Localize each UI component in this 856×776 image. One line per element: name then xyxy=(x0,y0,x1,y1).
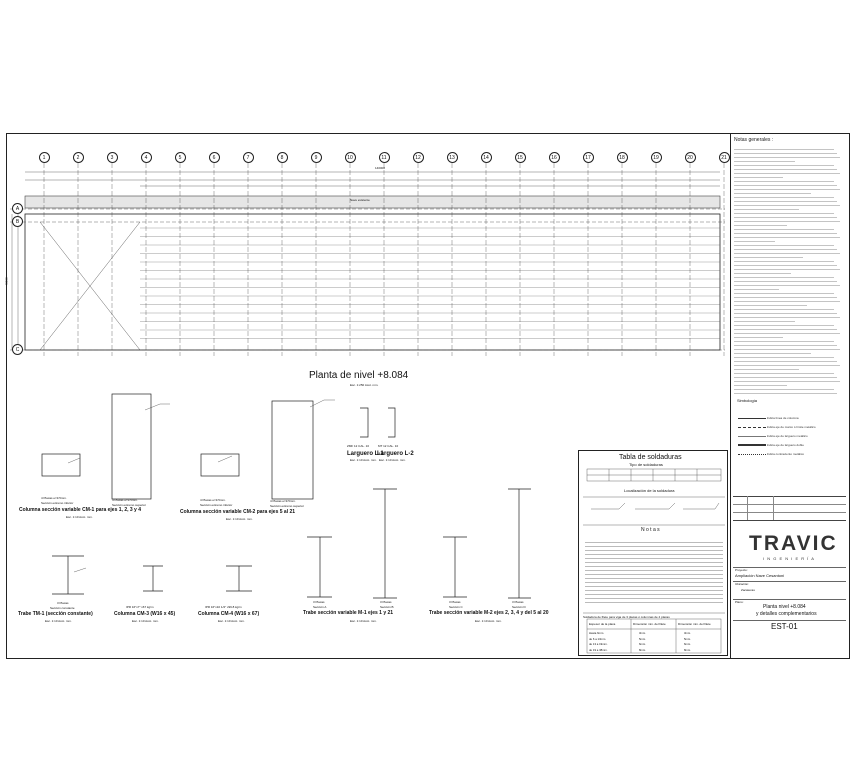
m2-sub-c: Sección C xyxy=(449,605,463,609)
note-line xyxy=(734,365,840,366)
note-line xyxy=(734,381,840,382)
note-line xyxy=(734,353,811,354)
axis-bubble-11: 11 xyxy=(379,152,390,163)
note-line xyxy=(734,189,840,190)
plan-label: Plano: xyxy=(735,600,744,604)
note-line xyxy=(734,337,783,338)
weld-notes-title: N o t a s xyxy=(641,527,660,533)
note-line xyxy=(734,273,791,274)
cm2-title: Columna sección variable CM-2 para ejes 5 al 21 xyxy=(180,509,296,515)
m2-caption-c: 3 Placas xyxy=(449,600,461,604)
m1-scale: Esc. 1:10 Acot. mm. xyxy=(350,619,377,623)
note-line xyxy=(734,393,837,394)
note-line xyxy=(734,177,783,178)
m2-scale: Esc. 1:10 Acot. mm. xyxy=(475,619,502,623)
axis-bubble-16: 16 xyxy=(549,152,560,163)
location-value: Zacatecas xyxy=(741,588,755,592)
note-line xyxy=(734,301,840,302)
table-row: de 6 a 13mm. 5mm. 5mm. xyxy=(589,636,691,641)
revision-table xyxy=(733,496,846,520)
note-line xyxy=(734,265,837,266)
axis-bubble-14: 14 xyxy=(481,152,492,163)
weld-location-title: Localización de la soldadura xyxy=(624,488,675,493)
note-line xyxy=(734,169,837,170)
note-line xyxy=(734,293,834,294)
weld-table-subtitle: Tipo de soldaduras xyxy=(629,462,663,467)
cm1-lower-sub: Sección extremo inferior xyxy=(41,501,74,505)
note-line xyxy=(734,345,837,346)
tm1-scale: Esc. 1:10 Acot. mm. xyxy=(45,619,72,623)
axis-bubble-12: 12 xyxy=(413,152,424,163)
cm3-title: Columna CM-3 (W16 x 45) xyxy=(114,611,176,617)
note-line xyxy=(734,225,787,226)
note-line xyxy=(734,241,775,242)
title-block xyxy=(733,486,846,656)
note-line xyxy=(734,389,834,390)
note-line xyxy=(734,245,834,246)
note-line xyxy=(734,281,837,282)
axis-bubble-13: 13 xyxy=(447,152,458,163)
existing-building-label: Nave existente xyxy=(350,198,370,202)
axis-bubble-5: 5 xyxy=(175,152,186,163)
axis-bubble-15: 15 xyxy=(515,152,526,163)
cm1-lower-caption: 4 Placas e=9.5mm. xyxy=(41,496,67,500)
sheet-number: EST-01 xyxy=(771,622,798,631)
m1-sub-a: Sección A xyxy=(313,605,327,609)
general-notes xyxy=(734,137,846,397)
m2-title: Trabe sección variable M-2 ejes 2, 3, 4 y del 5 al 20 xyxy=(429,610,549,616)
cm4-scale: Esc. 1:10 Acot. mm. xyxy=(218,619,245,623)
note-line xyxy=(734,269,840,270)
note-line xyxy=(734,249,837,250)
axis-bubble-3: 3 xyxy=(107,152,118,163)
cm2-scale: Esc. 1:10 Acot. mm. xyxy=(226,517,253,521)
note-line xyxy=(734,157,840,158)
note-line xyxy=(734,153,837,154)
axis-bubble-19: 19 xyxy=(651,152,662,163)
axis-bubble-b: B xyxy=(12,216,23,227)
cm1-upper-sub: Sección extremo superior xyxy=(112,503,147,507)
company-tagline: I N G E N I E R Í A xyxy=(763,556,815,561)
note-line xyxy=(734,257,803,258)
legend-item: Indica eje de marco ó límite metálico xyxy=(738,425,816,429)
tm1-title: Trabe TM-1 (sección constante) xyxy=(18,611,93,617)
note-line xyxy=(734,253,840,254)
plan-name-2: y detalles complementarios xyxy=(756,611,817,617)
axis-bubble-8: 8 xyxy=(277,152,288,163)
note-line xyxy=(734,201,837,202)
axis-bubble-2: 2 xyxy=(73,152,84,163)
note-line xyxy=(734,209,799,210)
m2-caption-d: 3 Placas xyxy=(512,600,524,604)
note-line xyxy=(734,197,834,198)
project-label: Proyecto: xyxy=(735,568,748,572)
m2-sub-d: Sección D xyxy=(512,605,526,609)
note-line xyxy=(734,321,795,322)
note-line xyxy=(734,165,834,166)
note-line xyxy=(734,309,834,310)
note-line xyxy=(734,229,834,230)
general-notes-body xyxy=(734,149,846,394)
cm1-upper-caption: 4 Placas e=9.5mm. xyxy=(112,498,138,502)
weld-col-header-1: Dimensión min. del filete xyxy=(633,622,666,626)
weld-table-title: Tabla de soldaduras xyxy=(619,454,682,461)
cm2-lower-sub: Sección extremo inferior xyxy=(200,503,233,507)
project-name: Ampliación Nave Cesantoni xyxy=(735,573,785,578)
table-row: de 19 a 38mm. 8mm. 8mm. xyxy=(589,647,691,652)
weld-col-header-0: Espesor de la placa xyxy=(589,622,616,626)
cm1-title: Columna sección variable CM-1 para ejes 1, 2, 3 y 4 xyxy=(19,507,141,513)
table-row: Hasta 6mm. 3mm. 3mm. xyxy=(589,631,691,635)
m1-caption-a: 3 Placas xyxy=(313,600,325,604)
axis-bubble-a: A xyxy=(12,203,23,214)
legend-item: Indica contraviento metálico xyxy=(738,452,804,456)
axis-bubble-7: 7 xyxy=(243,152,254,163)
note-line xyxy=(734,349,840,350)
overall-dimension: 140000 xyxy=(375,166,386,170)
plan-scale: Esc. 1:250 Acot. mm. xyxy=(350,383,379,387)
note-line xyxy=(734,285,840,286)
note-line xyxy=(734,329,837,330)
axis-bubble-9: 9 xyxy=(311,152,322,163)
weld-col-header-2: Dimensión min. del filete xyxy=(678,622,711,626)
cm1-scale: Esc. 1:10 Acot. mm. xyxy=(66,515,93,519)
notes-divider xyxy=(730,133,731,659)
l1-sub: ZMF 12 CAL. 10 xyxy=(347,444,370,448)
l1-title: Larguero L-1 xyxy=(347,451,384,457)
note-line xyxy=(734,233,837,234)
note-line xyxy=(734,317,840,318)
note-line xyxy=(734,369,799,370)
note-line xyxy=(734,205,840,206)
cm2-lower-caption: 4 Placas e=9.5mm. xyxy=(200,498,226,502)
axis-bubble-17: 17 xyxy=(583,152,594,163)
note-line xyxy=(734,173,840,174)
cm4-title: Columna CM-4 (W16 x 67) xyxy=(198,611,260,617)
note-line xyxy=(734,193,811,194)
note-line xyxy=(734,333,840,334)
location-label: Ubicación: xyxy=(735,582,750,586)
note-line xyxy=(734,357,834,358)
tm1-sub: Sección constante xyxy=(50,606,75,610)
axis-bubble-4: 4 xyxy=(141,152,152,163)
axis-bubble-20: 20 xyxy=(685,152,696,163)
note-line xyxy=(734,325,834,326)
note-line xyxy=(734,297,837,298)
cm2-upper-sub: Sección extremo superior xyxy=(270,504,305,508)
axis-bubble-1: 1 xyxy=(39,152,50,163)
note-line xyxy=(734,237,840,238)
note-line xyxy=(734,305,807,306)
symbology-title: Simbología xyxy=(737,398,758,403)
m1-title: Trabe sección variable M-1 ejes 1 y 21 xyxy=(303,610,394,616)
note-line xyxy=(734,161,795,162)
axis-bubble-6: 6 xyxy=(209,152,220,163)
general-notes-title: Notas generales : xyxy=(734,137,774,143)
l2-sub: MT 12 CAL. 10 xyxy=(378,444,399,448)
legend-item: Indica eje de larguero metálico xyxy=(738,434,808,438)
plan-name: Planta nivel +8.084 xyxy=(763,604,806,610)
cm2-upper-caption: 4 Placas e=9.5mm. xyxy=(270,499,296,503)
note-line xyxy=(734,289,779,290)
note-line xyxy=(734,313,837,314)
cm3-caption: IPR 16"x7" x67 kg/m xyxy=(126,605,154,609)
note-line xyxy=(734,149,834,150)
weld-table xyxy=(578,450,728,656)
note-line xyxy=(734,341,834,342)
note-line xyxy=(734,185,837,186)
note-line xyxy=(734,217,837,218)
l2-title: Larguero L-2 xyxy=(377,451,414,457)
note-line xyxy=(734,373,834,374)
m1-caption-b: 3 Placas xyxy=(380,600,392,604)
note-line xyxy=(734,181,834,182)
legend-item: Indica línea de columna xyxy=(738,416,799,420)
note-line xyxy=(734,377,837,378)
note-line xyxy=(734,261,834,262)
axis-bubble-10: 10 xyxy=(345,152,356,163)
note-line xyxy=(734,221,840,222)
l1-scale: Esc. 1:10 Acot. mm. xyxy=(350,458,377,462)
axis-bubble-c: C xyxy=(12,344,23,355)
l2-scale: Esc. 1:10 Acot. mm. xyxy=(379,458,406,462)
weld-bottom-title: Soldadura de filete para viga de 3 placas ó columnas de 4 placas xyxy=(583,615,670,619)
company-logo: TRAVIC xyxy=(749,532,838,555)
plan-title: Planta de nivel +8.084 xyxy=(309,370,409,381)
cm4-caption: IPR 16"x10 1/4" x99.8 kg/m xyxy=(205,605,242,609)
axis-bubble-18: 18 xyxy=(617,152,628,163)
cm3-scale: Esc. 1:10 Acot. mm. xyxy=(132,619,159,623)
axis-bubble-21: 21 xyxy=(719,152,730,163)
side-dimension: 40000 xyxy=(4,277,9,286)
m1-sub-b: Sección B xyxy=(380,605,394,609)
note-line xyxy=(734,385,787,386)
table-row: de 13 a 19mm. 6mm. 6mm. xyxy=(589,642,691,646)
weld-table-rows xyxy=(589,631,719,653)
legend-item: Indica eje de larguero doble xyxy=(738,443,804,447)
note-line xyxy=(734,213,834,214)
tm1-caption: 3 Placas xyxy=(57,601,69,605)
weld-notes-lines xyxy=(585,539,723,606)
note-line xyxy=(734,361,837,362)
note-line xyxy=(734,277,834,278)
